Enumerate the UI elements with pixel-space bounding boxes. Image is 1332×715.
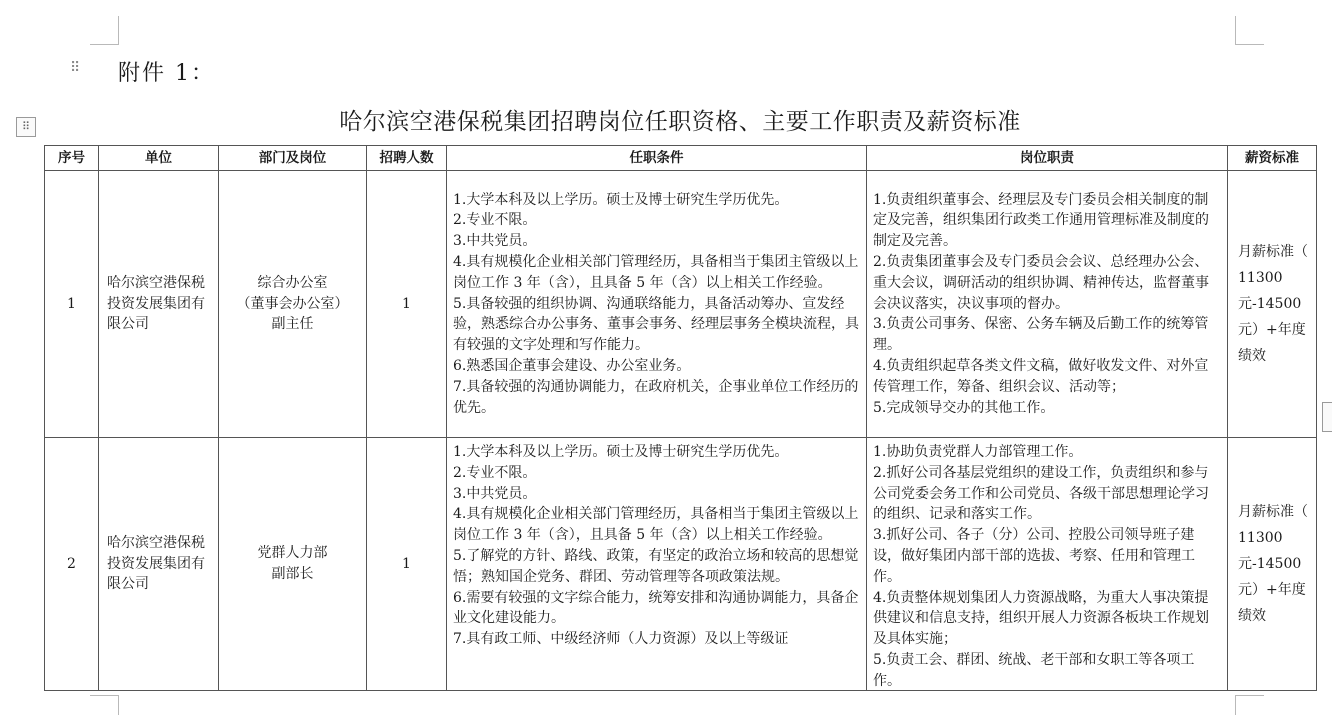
dept-subname: （董事会办公室） xyxy=(236,295,349,312)
dept-name: 综合办公室 xyxy=(257,274,328,291)
duty-item: 3.负责公司事务、保密、公务车辆及后勤工作的统筹管理。 xyxy=(873,316,1209,354)
page-corner-mark-top-left xyxy=(90,16,119,45)
header-dept: 部门及岗位 xyxy=(219,146,367,171)
duty-item: 4.负责组织起草各类文件文稿，做好收发文件、对外宣传管理工作，筹备、组织会议、活动等； xyxy=(873,357,1209,395)
cell-no: 2 xyxy=(45,438,99,691)
page-corner-mark-bottom-left xyxy=(90,695,119,715)
requirement-item: 2.专业不限。 xyxy=(453,464,537,481)
page-corner-mark-bottom-right xyxy=(1235,695,1264,715)
requirement-item: 5.具备较强的组织协调、沟通联络能力，具备活动筹办、宣发经验，熟悉综合办公事务、董事会事务、经理层事务全模块流程，具有较强的文字处理和写作能力。 xyxy=(453,295,859,354)
page-corner-mark-top-right xyxy=(1235,16,1264,45)
requirement-item: 7.具备较强的沟通协调能力，在政府机关，企事业单位工作经历的优先。 xyxy=(453,378,859,416)
requirement-item: 6.需要有较强的文字综合能力，统筹安排和沟通协调能力，具备企业文化建设能力。 xyxy=(453,589,859,627)
table-header-row xyxy=(45,146,1317,171)
cell-count: 1 xyxy=(367,171,447,438)
requirement-item: 7.具有政工师、中级经济师（人力资源）及以上等级证 xyxy=(453,631,789,648)
cell-salary: 月薪标准（ 11300元-14500元）+年度绩效 xyxy=(1228,438,1317,691)
header-salary: 薪资标准 xyxy=(1228,146,1317,171)
cell-duties xyxy=(867,171,1228,438)
requirement-item: 4.具有规模化企业相关部门管理经历，具备相当于集团主管级以上岗位工作 3 年（含），且具备 5 年（含）以上相关工作经验。 xyxy=(453,254,859,291)
cell-duties xyxy=(867,438,1228,691)
cell-unit: 哈尔滨空港保税投资发展集团有限公司 xyxy=(99,438,219,691)
recruitment-table xyxy=(44,145,1317,691)
paragraph-drag-handle-icon[interactable]: ⠿ xyxy=(70,60,81,76)
cell-no: 1 xyxy=(45,171,99,438)
requirements-clip xyxy=(453,442,860,688)
header-count: 招聘人数 xyxy=(367,146,447,171)
duty-item: 2.负责集团董事会及专门委员会会议、总经理办公会、重大会议，调研活动的组织协调、精神传达，监督董事会决议落实，决议事项的督办。 xyxy=(873,254,1209,312)
header-requirements: 任职条件 xyxy=(447,146,867,171)
table-row xyxy=(45,438,1317,691)
duties-clip xyxy=(873,442,1221,688)
requirement-item: 3.中共党员。 xyxy=(453,233,537,250)
document-title: 哈尔滨空港保税集团招聘岗位任职资格、主要工作职责及薪资标准 xyxy=(339,109,1021,135)
duty-item: 3.抓好公司、各子（分）公司、控股公司领导班子建设，做好集团内部干部的选拔、考察、任用和管理工作。 xyxy=(873,527,1195,585)
cell-count: 1 xyxy=(367,438,447,691)
cell-requirements xyxy=(447,171,867,438)
annex-label: 附件 1： xyxy=(118,61,215,86)
duty-item: 1.负责组织董事会、经理层及专门委员会相关制度的制定及完善，组织集团行政类工作通用管理标准及制度的制定及完善。 xyxy=(873,191,1209,250)
duty-item: 4.负责整体规划集团人力资源战略，为重大人事决策提供建议和信息支持，组织开展人力资源各板块工作规划及具体实施； xyxy=(873,589,1209,648)
requirement-item: 6.熟悉国企董事会建设、办公室业务。 xyxy=(453,357,691,374)
requirement-item: 5.了解党的方针、路线、政策，有坚定的政治立场和较高的思想觉悟；熟知国企党务、群团、劳动管理等各项政策法规。 xyxy=(453,547,859,585)
cell-dept xyxy=(219,171,367,438)
duty-item: 2.抓好公司各基层党组织的建设工作，负责组织和参与公司党委会务工作和公司党员、各级干部思想理论学习的组织、记录和落实工作。 xyxy=(873,464,1209,523)
dept-position: 副主任 xyxy=(271,316,314,333)
header-unit: 单位 xyxy=(99,146,219,171)
cell-salary: 月薪标准（ 11300元-14500元）+年度绩效 xyxy=(1228,171,1317,438)
header-no: 序号 xyxy=(45,146,99,171)
dept-name: 党群人力部 xyxy=(257,545,328,562)
cell-unit: 哈尔滨空港保税投资发展集团有限公司 xyxy=(99,171,219,438)
header-duties: 岗位职责 xyxy=(867,146,1228,171)
requirement-item: 1.大学本科及以上学历。硕士及博士研究生学历优先。 xyxy=(453,191,789,208)
requirement-item: 2.专业不限。 xyxy=(453,212,537,229)
cell-requirements xyxy=(447,438,867,691)
duty-item: 5.负责工会、群团、统战、老干部和女职工等各项工作。 xyxy=(873,651,1195,688)
requirement-item: 3.中共党员。 xyxy=(453,485,537,502)
table-move-handle-icon[interactable]: ⠿ xyxy=(16,117,36,137)
duty-item: 5.完成领导交办的其他工作。 xyxy=(873,399,1055,416)
table-row xyxy=(45,171,1317,438)
dept-position: 副部长 xyxy=(271,566,314,582)
table-resize-handle[interactable] xyxy=(1322,402,1332,432)
duty-item: 1.协助负责党群人力部管理工作。 xyxy=(873,444,1083,460)
requirement-item: 1.大学本科及以上学历。硕士及博士研究生学历优先。 xyxy=(453,444,789,460)
cell-dept xyxy=(219,438,367,691)
requirement-item: 4.具有规模化企业相关部门管理经历，具备相当于集团主管级以上岗位工作 3 年（含），且具备 5 年（含）以上相关工作经验。 xyxy=(453,506,859,544)
